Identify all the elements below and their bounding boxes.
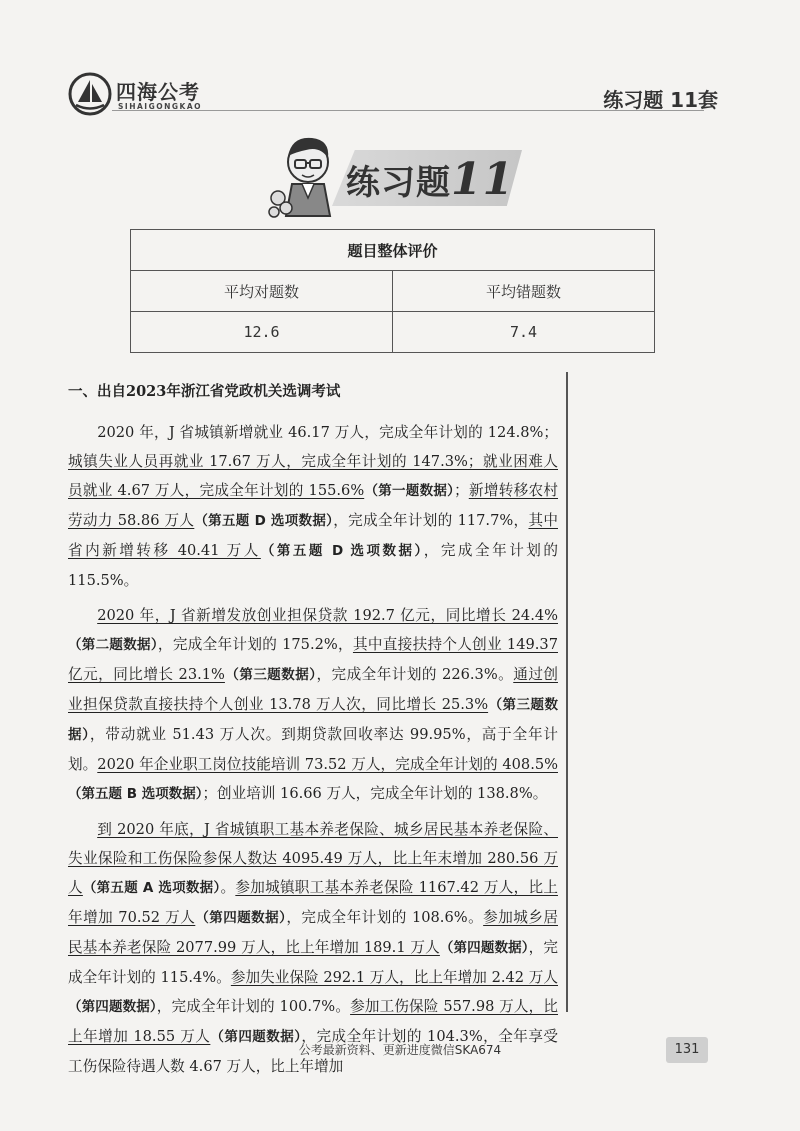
underlined-text: 其中省内新增转移 40.41 万人 (68, 512, 558, 559)
table-row (131, 271, 655, 312)
table-header-row (131, 230, 655, 271)
margin-divider (566, 372, 568, 1012)
paragraph-2 (68, 601, 558, 809)
page-title (262, 128, 522, 220)
source-tag: （第四题数据） (68, 999, 157, 1015)
header-divider (112, 110, 704, 111)
source-tag: （第五题 A 选项数据） (82, 880, 221, 896)
paragraph-1 (68, 418, 558, 595)
underlined-text: 2020 年企业职工岗位技能培训 73.52 万人，完成全年计划的 408.5% (97, 756, 558, 773)
col-correct-label: 平均对题数 (131, 271, 393, 312)
footer-note: 公考最新资料、更新进度微信SKA674 (298, 1043, 502, 1057)
text-run: ，完成全年计划的 104.3%，全年享受工伤保险待遇人数 4.67 万人，比上年增加 (68, 1028, 558, 1075)
source-tag: （第四题数据） (195, 910, 287, 926)
section-heading: 一、出自2023年浙江省党政机关选调考试 (68, 383, 341, 400)
evaluation-heading: 题目整体评价 (131, 230, 655, 271)
passage (68, 418, 558, 1087)
brand-name: 四海公考 (116, 80, 200, 104)
text-run: ，完成全年计划的 108.6%。 (286, 909, 484, 926)
source-tag: （第五题 D 选项数据） (194, 513, 334, 529)
source-tag: （第一题数据） (364, 483, 455, 499)
avg-wrong-value: 7.4 (393, 312, 655, 353)
underlined-text: 2020 年，J 省新增发放创业担保贷款 192.7 亿元，同比增长 24.4% (97, 607, 558, 624)
text-run: ，完成全年计划的 115.5%。 (68, 542, 559, 589)
source-tag: （第二题数据） (68, 637, 158, 653)
underlined-text: 参加城乡居民基本养老保险 2077.99 万人，比上年增加 189.1 万人 (68, 909, 558, 956)
underlined-text: 到 2020 年底，J 省城镇职工基本养老保险、城乡居民基本养老保险、失业保险和工伤保险参保人数达 4095.49 万人，比上年末增加 280.56 万人 (68, 821, 558, 896)
title-text (346, 154, 514, 205)
title-number: 11 (451, 154, 515, 205)
text-run: ，完成全年计划的 226.3%。 (316, 666, 514, 683)
text-run: 。 (220, 879, 236, 896)
title-prefix: 练习题 (346, 163, 451, 203)
table-row (131, 312, 655, 353)
source-tag: （第三题数据） (224, 667, 317, 683)
underlined-text: 其中直接扶持个人创业 149.37 亿元，同比增长 23.1% (68, 636, 558, 683)
col-wrong-label: 平均错题数 (393, 271, 655, 312)
brand-subtitle: SIHAIGONGKAO (118, 102, 203, 111)
text-run: ，完成全年计划的 115.4%。 (68, 939, 558, 986)
text-run: ，完成全年计划的 175.2%， (157, 636, 353, 653)
text-run: ； (454, 482, 469, 499)
text-run: 2020 年，J 省城镇新增就业 46.17 万人，完成全年计划的 124.8%； (97, 424, 558, 441)
source-tag: （第五题 D 选项数据） (260, 543, 424, 559)
text-run: ，带动就业 51.43 万人次。到期贷款回收率达 99.95%，高于全年计划。 (68, 726, 558, 773)
page-number: 131 (666, 1037, 708, 1063)
underlined-text: 通过创业担保贷款直接扶持个人创业 13.78 万人次，同比增长 25.3% (68, 666, 558, 713)
mascot-illustration (262, 128, 352, 220)
avg-correct-value: 12.6 (131, 312, 393, 353)
source-tag: （第三题数据） (68, 697, 559, 743)
text-run: ，完成全年计划的 100.7%。 (156, 998, 351, 1015)
underlined-text: 参加工伤保险 557.98 万人，比上年增加 18.55 万人 (68, 998, 559, 1045)
source-tag: （第四题数据） (439, 940, 529, 956)
underlined-text: 参加城镇职工基本养老保险 1167.42 万人，比上年增加 70.52 万人 (68, 879, 558, 926)
text-run: ；创业培训 16.66 万人，完成全年计划的 138.8%。 (202, 785, 548, 802)
text-run: ，完成全年计划的 117.7%， (333, 512, 529, 529)
sailboat-logo-icon (68, 72, 112, 116)
evaluation-table (130, 229, 655, 353)
underlined-text: 城镇失业人员再就业 17.67 万人，完成全年计划的 147.3%；就业困难人员就业 4.67 万人，完成全年计划的 155.6% (68, 453, 559, 499)
source-tag: （第五题 B 选项数据） (68, 786, 203, 802)
source-tag: （第四题数据） (210, 1029, 302, 1045)
underlined-text: 新增转移农村劳动力 58.86 万人 (68, 482, 559, 529)
underlined-text: 参加失业保险 292.1 万人，比上年增加 2.42 万人 (230, 969, 558, 986)
set-label: 练习题 11套 (603, 88, 718, 112)
